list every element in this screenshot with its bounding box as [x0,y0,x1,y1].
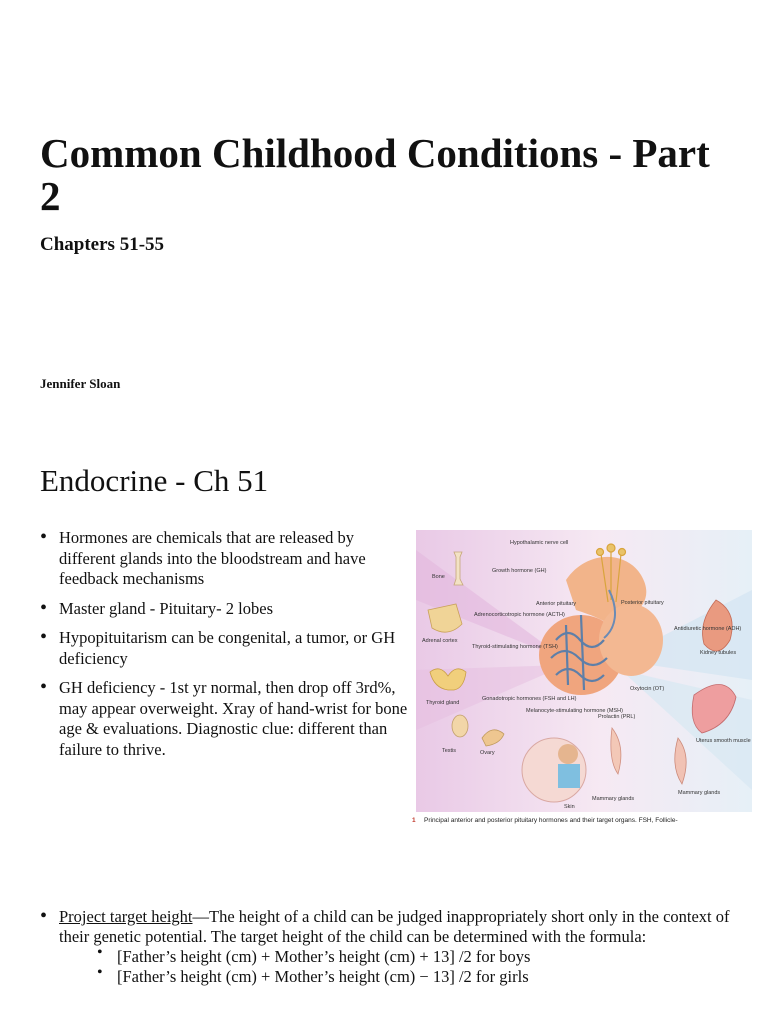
label-mammary-glands: Mammary glands [678,790,721,796]
label-msh: Melanocyte-stimulating hormone (MSH) [526,708,623,714]
bullet-item: • Master gland - Pituitary- 2 lobes [40,596,274,619]
endocrine-bullet-list [40,528,410,769]
label-testis: Testis [442,748,457,754]
label-bone: Bone [432,574,445,580]
formula-girls: [Father’s height (cm) + Mother’s height (cm) − 13] /2 for girls [117,967,529,986]
label-anterior-pituitary: Anterior pituitary [536,601,577,607]
target-height-text: —The height of a child can be judged inappropriately short only in the context of their genetic potential. The target height of the child can be determined with the formula: [59,907,730,946]
label-mammary-glands: Mammary glands [592,796,635,802]
figure-caption-number: 1 [412,817,416,824]
posterior-pituitary-icon [599,604,663,676]
bullet-text: Hormones are chemicals that are released by different glands into the bloodstream and have feedback mechanisms [59,528,366,588]
testis-icon [452,715,468,737]
pituitary-hormones-figure [412,530,752,826]
slide-title: Common Childhood Conditions - Part 2 [40,130,710,219]
label-adh: Antidiuretic hormone (ADH) [674,626,742,632]
figure-caption: Principal anterior and posterior pituitary hormones and their target organs. FSH, Follicle- [424,817,678,824]
label-adrenal: Adrenal cortex [422,638,458,644]
label-posterior-pituitary: Posterior pituitary [621,600,664,606]
label-kidney: Kidney tubules [700,650,737,656]
bullet-item: • Project target height—The height of a child can be judged inappropriately short only in the context of their genetic potential. The target height of the child can be determined with the formula: • [Father’s height (cm) + Mother’s height (cm) + 13] /2 for boys • [Father’s height (cm) + Mother’s height (cm) − 13] /2 for girls [40,907,740,987]
author-name: Jennifer Sloan [40,376,121,391]
bullet-item: • Hypopituitarism can be congenital, a tumor, or GH deficiency [40,626,396,668]
label-acth: Adrenocorticotropic hormone (ACTH) [474,612,565,618]
label-gh: Growth hormone (GH) [492,568,547,574]
bullet-text: Hypopituitarism can be congenital, a tumor, or GH deficiency [59,628,396,668]
formula-item: • [Father’s height (cm) + Mother’s height (cm) − 13] /2 for girls [97,964,529,986]
person-head-icon [558,744,578,764]
bullet-item: • GH deficiency - 1st yr normal, then drop off 3rd%, may appear overweight. Xray of hand-wrist for bone age & evaluations. Diagnostic clue: different than failure to thrive. [40,676,408,759]
formula-boys: [Father’s height (cm) + Mother’s height (cm) + 13] /2 for boys [117,947,531,966]
bullet-item: • Hormones are chemicals that are released by different glands into the bloodstream and have feedback mechanisms [40,526,366,588]
bullet-text: GH deficiency - 1st yr normal, then drop off 3rd%, may appear overweight. Xray of hand-wrist for bone age & evaluations. Diagnostic clue: different than failure to thrive. [59,678,408,759]
section-title: Endocrine - Ch 51 [40,463,269,498]
label-ovary: Ovary [480,750,495,756]
label-tsh: Thyroid-stimulating hormone (TSH) [472,644,558,650]
target-height-list [40,907,740,987]
bullet-text: Master gland - Pituitary- 2 lobes [59,598,274,618]
label-hypothalamic: Hypothalamic nerve cell [510,540,569,546]
label-prolactin: Prolactin (PRL) [598,714,636,720]
formula-item: • [Father’s height (cm) + Mother’s height (cm) + 13] /2 for boys [97,944,531,966]
target-height-term: Project target height [59,907,193,926]
slide-subtitle: Chapters 51-55 [40,234,165,255]
label-thyroid: Thyroid gland [426,700,460,706]
label-uterus: Uterus smooth muscle [696,738,751,744]
label-skin: Skin [564,804,575,810]
label-gonadotropic: Gonadotropic hormones (FSH and LH) [482,696,577,702]
label-oxytocin: Oxytocin (OT) [630,686,665,692]
person-shirt-icon [558,764,580,788]
